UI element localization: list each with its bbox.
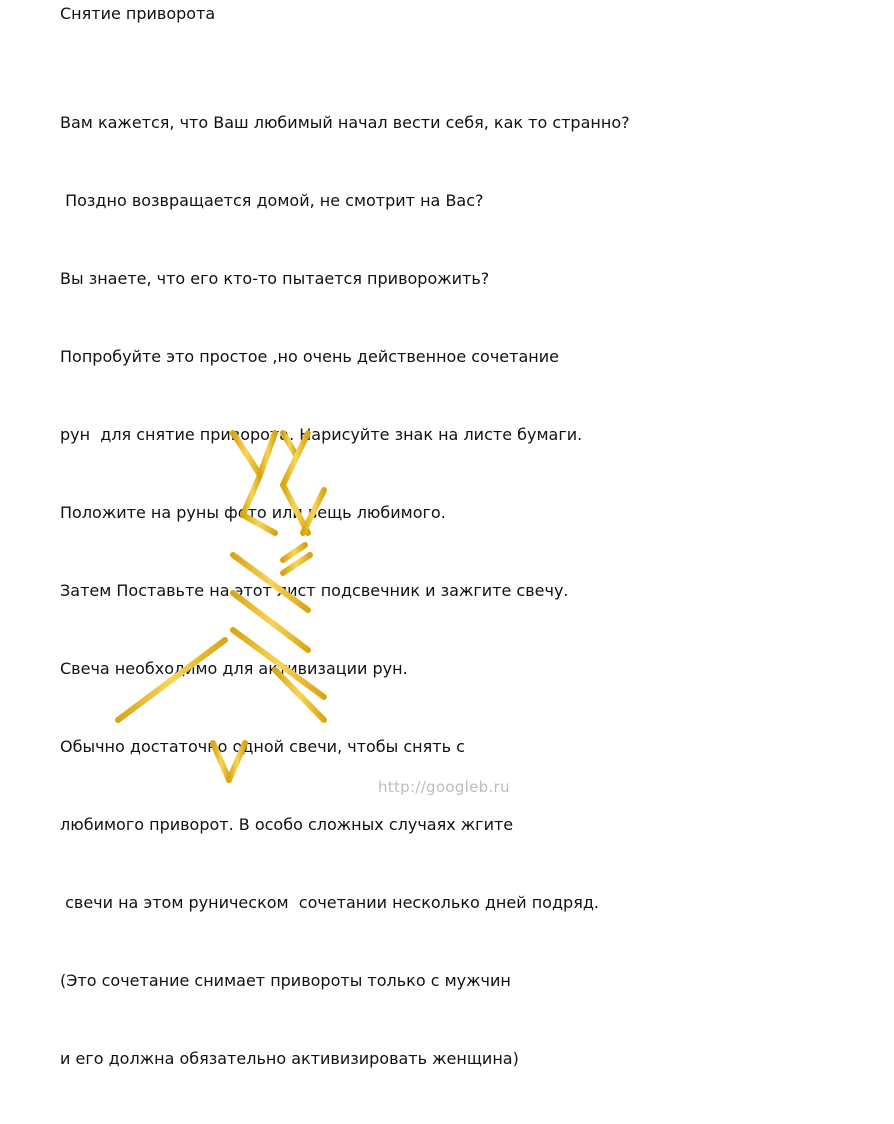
rune-stroke <box>233 433 260 475</box>
text-line: Затем Поставьте на этот лист подсвечник и зажгите свечу. <box>60 581 569 600</box>
text-line: Вы знаете, что его кто-то пытается приворожить? <box>60 269 490 288</box>
page-title: Снятие приворота <box>60 4 216 23</box>
text-line: (Это сочетание снимает привороты только с мужчин <box>60 971 511 990</box>
text-line: Попробуйте это простое ,но очень действенное сочетание <box>60 347 559 366</box>
rune-illustration <box>100 415 400 795</box>
text-line: свечи на этом руническом сочетании несколько дней подряд. <box>60 893 599 912</box>
text-line: Поздно возвращается домой, не смотрит на Вас? <box>60 191 484 210</box>
text-line: Вам кажется, что Ваш любимый начал вести себя, как то странно? <box>60 113 630 132</box>
rune-stroke <box>243 475 260 515</box>
text-line: рун для снятие приворота. Нарисуйте знак на листе бумаги. <box>60 425 583 444</box>
text-line: любимого приворот. В особо сложных случаях жгите <box>60 815 514 834</box>
text-line: Свеча необходимо для активизации рун. <box>60 659 408 678</box>
rune-stroke <box>303 490 324 533</box>
rune-stave-image <box>100 415 400 795</box>
watermark: http://googleb.ru <box>378 778 510 796</box>
text-line: и его должна обязательно активизировать женщина) <box>60 1049 519 1068</box>
rune-stroke <box>118 640 225 720</box>
text-line: Положите на руны фото или вещь любимого. <box>60 503 446 522</box>
text-line: Обычно достаточно одной свечи, чтобы снять с <box>60 737 465 756</box>
